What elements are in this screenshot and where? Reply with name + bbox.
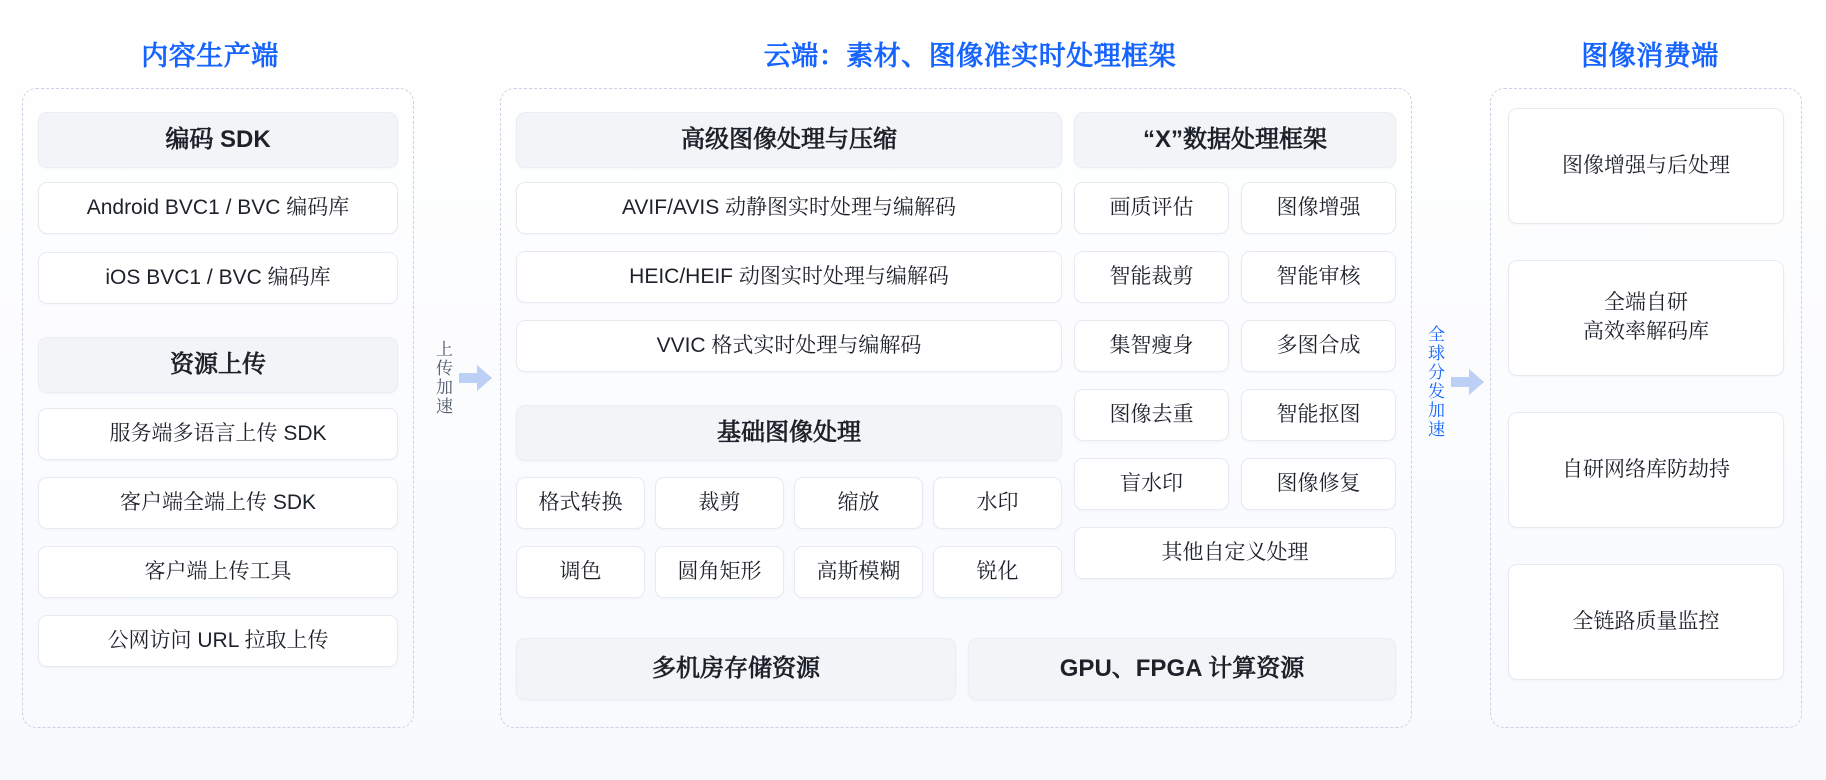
center-advanced-item-2[interactable]: VVIC 格式实时处理与编解码	[516, 320, 1062, 372]
arrow-center-to-right-label: 全球分发加速	[1425, 325, 1445, 439]
arrow-left-to-center	[432, 340, 493, 416]
center-framework-item-3[interactable]: 智能审核	[1241, 251, 1396, 303]
center-basic-header: 基础图像处理	[516, 405, 1062, 461]
right-item-3-label: 全链路质量监控	[1572, 609, 1720, 633]
center-basic-item-2[interactable]: 缩放	[794, 477, 923, 529]
left-group-1-item-1[interactable]: 客户端全端上传 SDK	[38, 477, 398, 529]
center-framework-item-7[interactable]: 智能抠图	[1241, 389, 1396, 441]
center-framework-item-6[interactable]: 图像去重	[1074, 389, 1229, 441]
right-item-0-label: 图像增强与后处理	[1562, 153, 1730, 177]
center-basic-item-6[interactable]: 高斯模糊	[794, 546, 923, 598]
arrow-left-to-center-label: 上传加速	[433, 340, 453, 416]
arrow-right-icon-2	[1451, 367, 1485, 397]
center-advanced-item-1[interactable]: HEIC/HEIF 动图实时处理与编解码	[516, 251, 1062, 303]
center-column-title: 云端：素材、图像准实时处理框架	[763, 41, 1177, 71]
left-group-1-item-3[interactable]: 公网访问 URL 拉取上传	[38, 615, 398, 667]
right-item-2-label: 自研网络库防劫持	[1562, 457, 1730, 481]
right-column-title: 图像消费端	[1581, 41, 1719, 71]
left-group-1-item-0[interactable]: 服务端多语言上传 SDK	[38, 408, 398, 460]
right-item-3[interactable]	[1508, 564, 1784, 680]
center-basic-item-0[interactable]: 格式转换	[516, 477, 645, 529]
right-item-2[interactable]	[1508, 412, 1784, 528]
center-framework-item-4[interactable]: 集智瘦身	[1074, 320, 1229, 372]
center-basic-item-4[interactable]: 调色	[516, 546, 645, 598]
center-basic-item-5[interactable]: 圆角矩形	[655, 546, 784, 598]
center-basic-item-1[interactable]: 裁剪	[655, 477, 784, 529]
center-framework-header: “X”数据处理框架	[1074, 112, 1396, 168]
left-group-1-item-2[interactable]: 客户端上传工具	[38, 546, 398, 598]
center-resource-0: 多机房存储资源	[516, 638, 956, 700]
left-group-0-header: 编码 SDK	[38, 112, 398, 168]
left-group-1-header: 资源上传	[38, 337, 398, 393]
right-item-1-label-line2: 高效率解码库	[1583, 320, 1709, 343]
right-item-0[interactable]	[1508, 108, 1784, 224]
center-framework-item-2[interactable]: 智能裁剪	[1074, 251, 1229, 303]
arrow-center-to-right	[1424, 325, 1485, 439]
center-framework-item-1[interactable]: 图像增强	[1241, 182, 1396, 234]
center-resource-1: GPU、FPGA 计算资源	[968, 638, 1396, 700]
center-basic-item-7[interactable]: 锐化	[933, 546, 1062, 598]
arrow-right-icon	[459, 363, 493, 393]
left-group-0-item-1[interactable]: iOS BVC1 / BVC 编码库	[38, 252, 398, 304]
right-item-1-label-line1: 全端自研	[1604, 291, 1688, 315]
center-basic-item-3[interactable]: 水印	[933, 477, 1062, 529]
center-framework-item-8[interactable]: 盲水印	[1074, 458, 1229, 510]
left-column-title: 内容生产端	[141, 41, 279, 71]
center-framework-item-5[interactable]: 多图合成	[1241, 320, 1396, 372]
center-framework-item-0[interactable]: 画质评估	[1074, 182, 1229, 234]
center-framework-item-9[interactable]: 图像修复	[1241, 458, 1396, 510]
right-item-1[interactable]	[1508, 260, 1784, 376]
center-framework-item-other[interactable]: 其他自定义处理	[1074, 527, 1396, 579]
center-advanced-header: 高级图像处理与压缩	[516, 112, 1062, 168]
left-group-0-item-0[interactable]: Android BVC1 / BVC 编码库	[38, 182, 398, 234]
center-advanced-item-0[interactable]: AVIF/AVIS 动静图实时处理与编解码	[516, 182, 1062, 234]
